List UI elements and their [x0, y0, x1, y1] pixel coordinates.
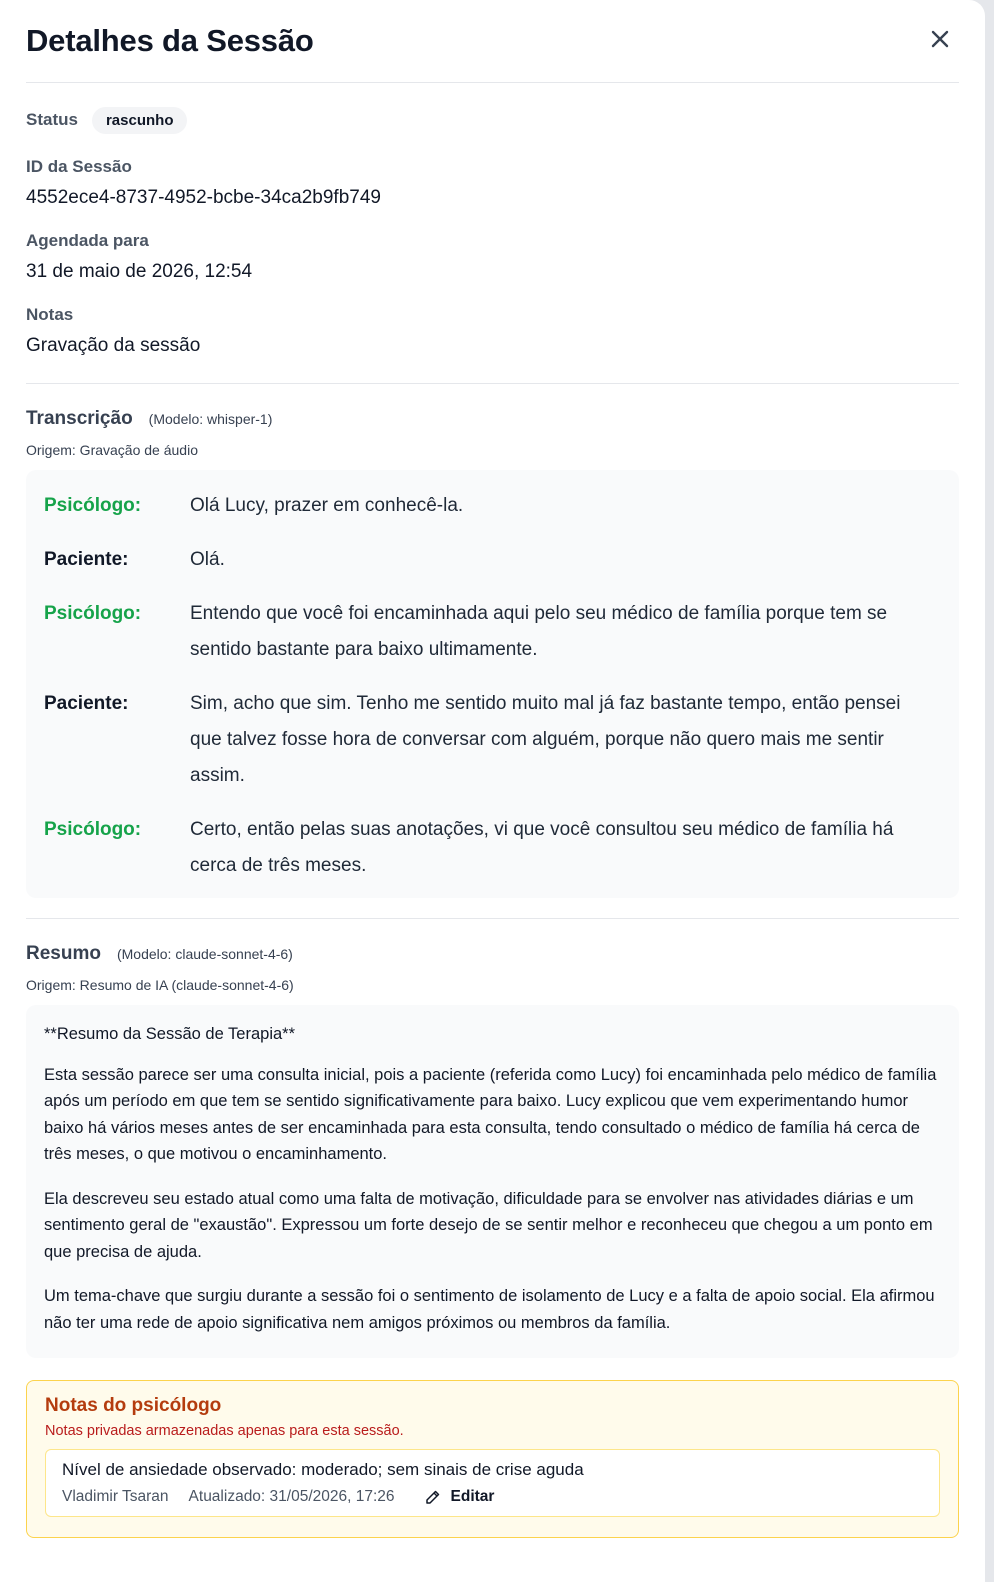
note-text: Nível de ansiedade observado: moderado; sem sinais de crise aguda	[62, 1460, 584, 1479]
transcript-turn	[44, 488, 941, 524]
note-updated: Atualizado: 31/05/2026, 17:26	[188, 1488, 395, 1505]
utterance-text: Olá Lucy, prazer em conhecê-la.	[190, 495, 464, 516]
summary-paragraph: Ela descreveu seu estado atual como uma falta de motivação, dificuldade para se envolver nas atividades diárias e um sentimento geral de "exaustão". Expressou um forte desejo de se sentir melhor e reconheceu que chegou a um ponto em que precisa de ajuda.	[44, 1189, 933, 1261]
summary-model: (Modelo: claude-sonnet-4-6)	[116, 946, 293, 962]
notes-value: Gravação da sessão	[26, 335, 201, 356]
summary-box	[26, 1005, 959, 1358]
transcription-model: (Modelo: whisper-1)	[148, 411, 273, 427]
transcription-origin: Origem: Gravação de áudio	[26, 442, 198, 458]
transcription-header	[26, 408, 959, 430]
psychologist-notes-title: Notas do psicólogo	[45, 1395, 222, 1416]
scheduled-label: Agendada para	[26, 231, 149, 250]
utterance-text: Olá.	[190, 549, 225, 570]
transcript-turn	[44, 812, 941, 884]
transcript-turn	[44, 686, 941, 794]
psychologist-notes-subtitle: Notas privadas armazenadas apenas para esta sessão.	[45, 1423, 404, 1439]
speaker-label: Paciente:	[44, 549, 129, 570]
utterance-text: Sim, acho que sim. Tenho me sentido muito mal já faz bastante tempo, então pensei que talvez fosse hora de conversar com alguém, porque não quero mais me sentir assim.	[190, 693, 901, 786]
session-id-field	[26, 157, 959, 209]
note-card	[45, 1449, 940, 1517]
scheduled-value: 31 de maio de 2026, 12:54	[26, 261, 253, 282]
close-button[interactable]	[925, 24, 955, 54]
divider	[26, 918, 959, 919]
transcript-turn	[44, 596, 941, 668]
transcription-title: Transcrição	[26, 408, 133, 429]
summary-origin: Origem: Resumo de IA (claude-sonnet-4-6)	[26, 977, 294, 993]
utterance-text: Entendo que você foi encaminhada aqui pelo seu médico de família porque tem se sentido bastante para baixo ultimamente.	[190, 603, 888, 660]
summary-title: Resumo	[26, 943, 101, 964]
summary-paragraph: Esta sessão parece ser uma consulta inicial, pois a paciente (referida como Lucy) foi encaminhada pelo médico de família após um período em que tem se sentido significativamente para baixo. Lucy explicou que vem experimentando humor baixo há vários meses antes de ser encaminhada para esta consulta, tendo consultado o médico de família há cerca de três meses, o que motivou o encaminhamento.	[44, 1065, 937, 1163]
summary-paragraph: Um tema-chave que surgiu durante a sessão foi o sentimento de isolamento de Lucy e a falta de apoio social. Ela afirmou não ter uma rede de apoio significativa nem amigos próximos ou membros da família.	[44, 1287, 935, 1332]
scheduled-field	[26, 231, 959, 283]
notes-label: Notas	[26, 305, 74, 324]
pencil-icon	[425, 1489, 441, 1505]
close-icon	[931, 30, 949, 48]
session-id-label: ID da Sessão	[26, 157, 132, 176]
speaker-label: Paciente:	[44, 693, 129, 714]
summary-heading: **Resumo da Sessão de Terapia**	[44, 1025, 296, 1043]
edit-note-button[interactable]	[425, 1488, 495, 1506]
note-author: Vladimir Tsaran	[62, 1488, 169, 1505]
page-title: Detalhes da Sessão	[26, 23, 314, 58]
transcript-turn	[44, 542, 941, 578]
note-meta	[62, 1488, 923, 1506]
divider	[26, 383, 959, 384]
edit-label: Editar	[450, 1488, 495, 1505]
transcript-box	[26, 470, 959, 898]
status-row	[26, 105, 959, 135]
speaker-label: Psicólogo:	[44, 495, 142, 516]
summary-header	[26, 943, 959, 965]
speaker-label: Psicólogo:	[44, 603, 142, 624]
psychologist-notes-box	[26, 1380, 959, 1538]
panel-header	[26, 0, 959, 83]
speaker-label: Psicólogo:	[44, 819, 142, 840]
status-badge: rascunho	[92, 107, 188, 134]
notes-field	[26, 305, 959, 357]
session-id-value: 4552ece4-8737-4952-bcbe-34ca2b9fb749	[26, 187, 381, 208]
status-label: Status	[26, 110, 78, 129]
utterance-text: Certo, então pelas suas anotações, vi que você consultou seu médico de família há cerca de três meses.	[190, 819, 894, 876]
